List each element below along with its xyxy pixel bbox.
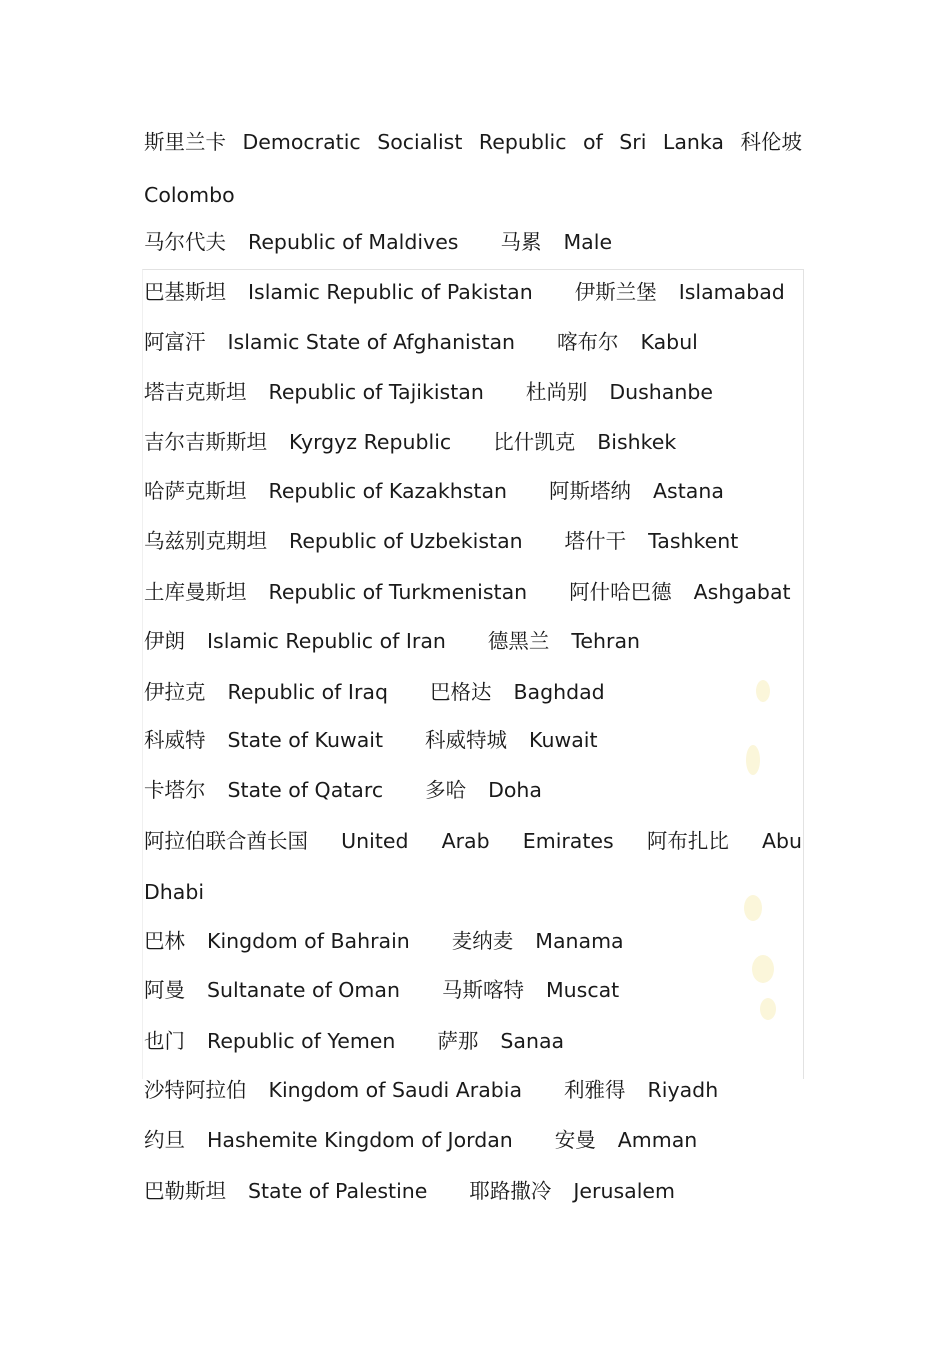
country-en: Republic of Tajikistan	[268, 380, 484, 404]
country-en-word: Sri	[619, 130, 647, 154]
country-cn: 约旦	[144, 1128, 185, 1152]
country-cn: 马尔代夫	[144, 230, 226, 254]
entry-saudi-arabia	[144, 1077, 718, 1103]
country-en: State of Palestine	[248, 1179, 428, 1203]
capital-cn: 科威特城	[425, 728, 508, 752]
country-cn: 阿富汗	[144, 330, 206, 354]
country-en: State of Kuwait	[227, 728, 384, 752]
capital-cn: 喀布尔	[557, 330, 619, 354]
country-en: Republic of Kazakhstan	[268, 479, 508, 503]
capital-en: Dushanbe	[609, 380, 713, 404]
country-en: Kingdom of Bahrain	[207, 929, 410, 953]
entry-tajikistan	[144, 379, 713, 405]
capital-en: Tehran	[571, 629, 641, 653]
entry-jordan	[144, 1127, 697, 1153]
country-cn: 阿曼	[144, 978, 185, 1002]
capital-en: Astana	[653, 479, 724, 503]
capital-en: Jerusalem	[573, 1179, 675, 1203]
capital-cn: 巴格达	[429, 680, 492, 704]
country-en-word: of	[583, 130, 603, 154]
capital-cn: 阿什哈巴德	[569, 580, 672, 604]
background-speck	[746, 745, 760, 775]
capital-en: Kuwait	[529, 728, 598, 752]
country-cn: 也门	[144, 1029, 185, 1053]
country-cn: 哈萨克斯坦	[144, 479, 247, 503]
entry-uae	[144, 828, 802, 854]
entry-yemen	[144, 1028, 564, 1054]
capital-cn: 耶路撒冷	[469, 1179, 552, 1203]
capital-en: Islamabad	[678, 280, 785, 304]
entry-palestine	[144, 1178, 675, 1204]
capital-cn: 塔什干	[564, 529, 627, 553]
country-en: Kyrgyz Republic	[289, 430, 452, 454]
country-cn: 塔吉克斯坦	[144, 380, 247, 404]
country-en: Republic of Maldives	[248, 230, 459, 254]
capital-en: Kabul	[640, 330, 698, 354]
entry-turkmenistan	[144, 579, 791, 605]
capital-cn: 马斯喀特	[441, 978, 524, 1002]
background-speck	[760, 998, 776, 1020]
capital-en: Muscat	[545, 978, 620, 1002]
capital-en-word: Dhabi	[144, 880, 205, 904]
country-cn: 阿拉伯联合酋长国	[144, 829, 308, 853]
country-en: Hashemite Kingdom of Jordan	[207, 1128, 513, 1152]
country-cn: 土库曼斯坦	[144, 580, 247, 604]
capital-cn: 杜尚别	[525, 380, 588, 404]
entry-oman	[144, 977, 619, 1003]
entry-kyrgyzstan	[144, 429, 676, 455]
country-en: Sultanate of Oman	[207, 978, 400, 1002]
entry-bahrain	[144, 928, 624, 954]
entry-afghanistan	[144, 329, 698, 355]
capital-cn: 马累	[500, 230, 542, 254]
capital-cn: 德黑兰	[487, 629, 550, 653]
capital-cn: 安曼	[554, 1128, 596, 1152]
capital-en: Doha	[488, 778, 542, 802]
capital-cn: 比什凯克	[493, 430, 576, 454]
country-cn: 卡塔尔	[144, 778, 206, 802]
capital-cn: 麦纳麦	[451, 929, 514, 953]
capital-cn: 萨那	[437, 1029, 479, 1053]
country-en-word: Republic	[478, 130, 567, 154]
country-en: Republic of Turkmenistan	[268, 580, 528, 604]
capital-cn: 阿布扎比	[646, 829, 729, 853]
country-cn: 巴勒斯坦	[144, 1179, 226, 1203]
capital-en: Riyadh	[647, 1078, 719, 1102]
entry-sri-lanka-continued	[144, 182, 235, 208]
country-cn: 乌兹别克期坦	[144, 529, 267, 553]
country-en: Republic of Uzbekistan	[289, 529, 523, 553]
capital-en-word: Abu	[761, 829, 802, 853]
country-en: State of Qatarc	[227, 778, 384, 802]
country-en: Islamic Republic of Iran	[207, 629, 446, 653]
capital-cn: 利雅得	[564, 1078, 626, 1102]
country-en: Islamic Republic of Pakistan	[248, 280, 533, 304]
entry-kazakhstan	[144, 478, 724, 504]
entry-pakistan	[144, 279, 785, 305]
capital-cn: 阿斯塔纳	[549, 479, 632, 503]
entry-iran	[144, 628, 640, 654]
entry-iraq	[144, 679, 605, 705]
country-cn: 科威特	[144, 728, 206, 752]
background-speck	[744, 895, 762, 921]
entry-qatar	[144, 777, 542, 803]
entry-sri-lanka	[144, 129, 802, 155]
entry-uae-continued	[144, 879, 204, 905]
country-cn: 巴基斯坦	[144, 280, 226, 304]
country-en: Republic of Iraq	[227, 680, 388, 704]
country-en-word: Socialist	[377, 130, 463, 154]
capital-cn: 多哈	[425, 778, 467, 802]
country-en-word: Arab	[441, 829, 490, 853]
capital-en: Colombo	[144, 183, 235, 207]
capital-en: Ashgabat	[693, 580, 791, 604]
capital-en: Amman	[617, 1128, 698, 1152]
country-cn: 沙特阿拉伯	[144, 1078, 247, 1102]
capital-cn: 科伦坡	[740, 130, 802, 154]
country-cn: 吉尔吉斯斯坦	[144, 430, 267, 454]
capital-cn: 伊斯兰堡	[574, 280, 657, 304]
background-speck	[752, 955, 774, 983]
capital-en: Bishkek	[597, 430, 677, 454]
entry-kuwait	[144, 727, 598, 753]
country-en: Kingdom of Saudi Arabia	[268, 1078, 523, 1102]
country-en-word: Democratic	[242, 130, 361, 154]
capital-en: Baghdad	[513, 680, 605, 704]
country-en-word: Lanka	[662, 130, 724, 154]
country-cn: 斯里兰卡	[144, 130, 226, 154]
background-speck	[756, 680, 770, 702]
entry-uzbekistan	[144, 528, 738, 554]
country-en-word: Emirates	[522, 829, 614, 853]
country-cn: 伊朗	[144, 629, 185, 653]
country-cn: 伊拉克	[144, 680, 206, 704]
country-en: Republic of Yemen	[207, 1029, 396, 1053]
capital-en: Male	[563, 230, 613, 254]
capital-en: Manama	[535, 929, 624, 953]
country-cn: 巴林	[144, 929, 185, 953]
country-en: Islamic State of Afghanistan	[227, 330, 516, 354]
entry-maldives	[144, 229, 612, 255]
country-en-word: United	[341, 829, 409, 853]
capital-en: Sanaa	[500, 1029, 565, 1053]
capital-en: Tashkent	[648, 529, 739, 553]
